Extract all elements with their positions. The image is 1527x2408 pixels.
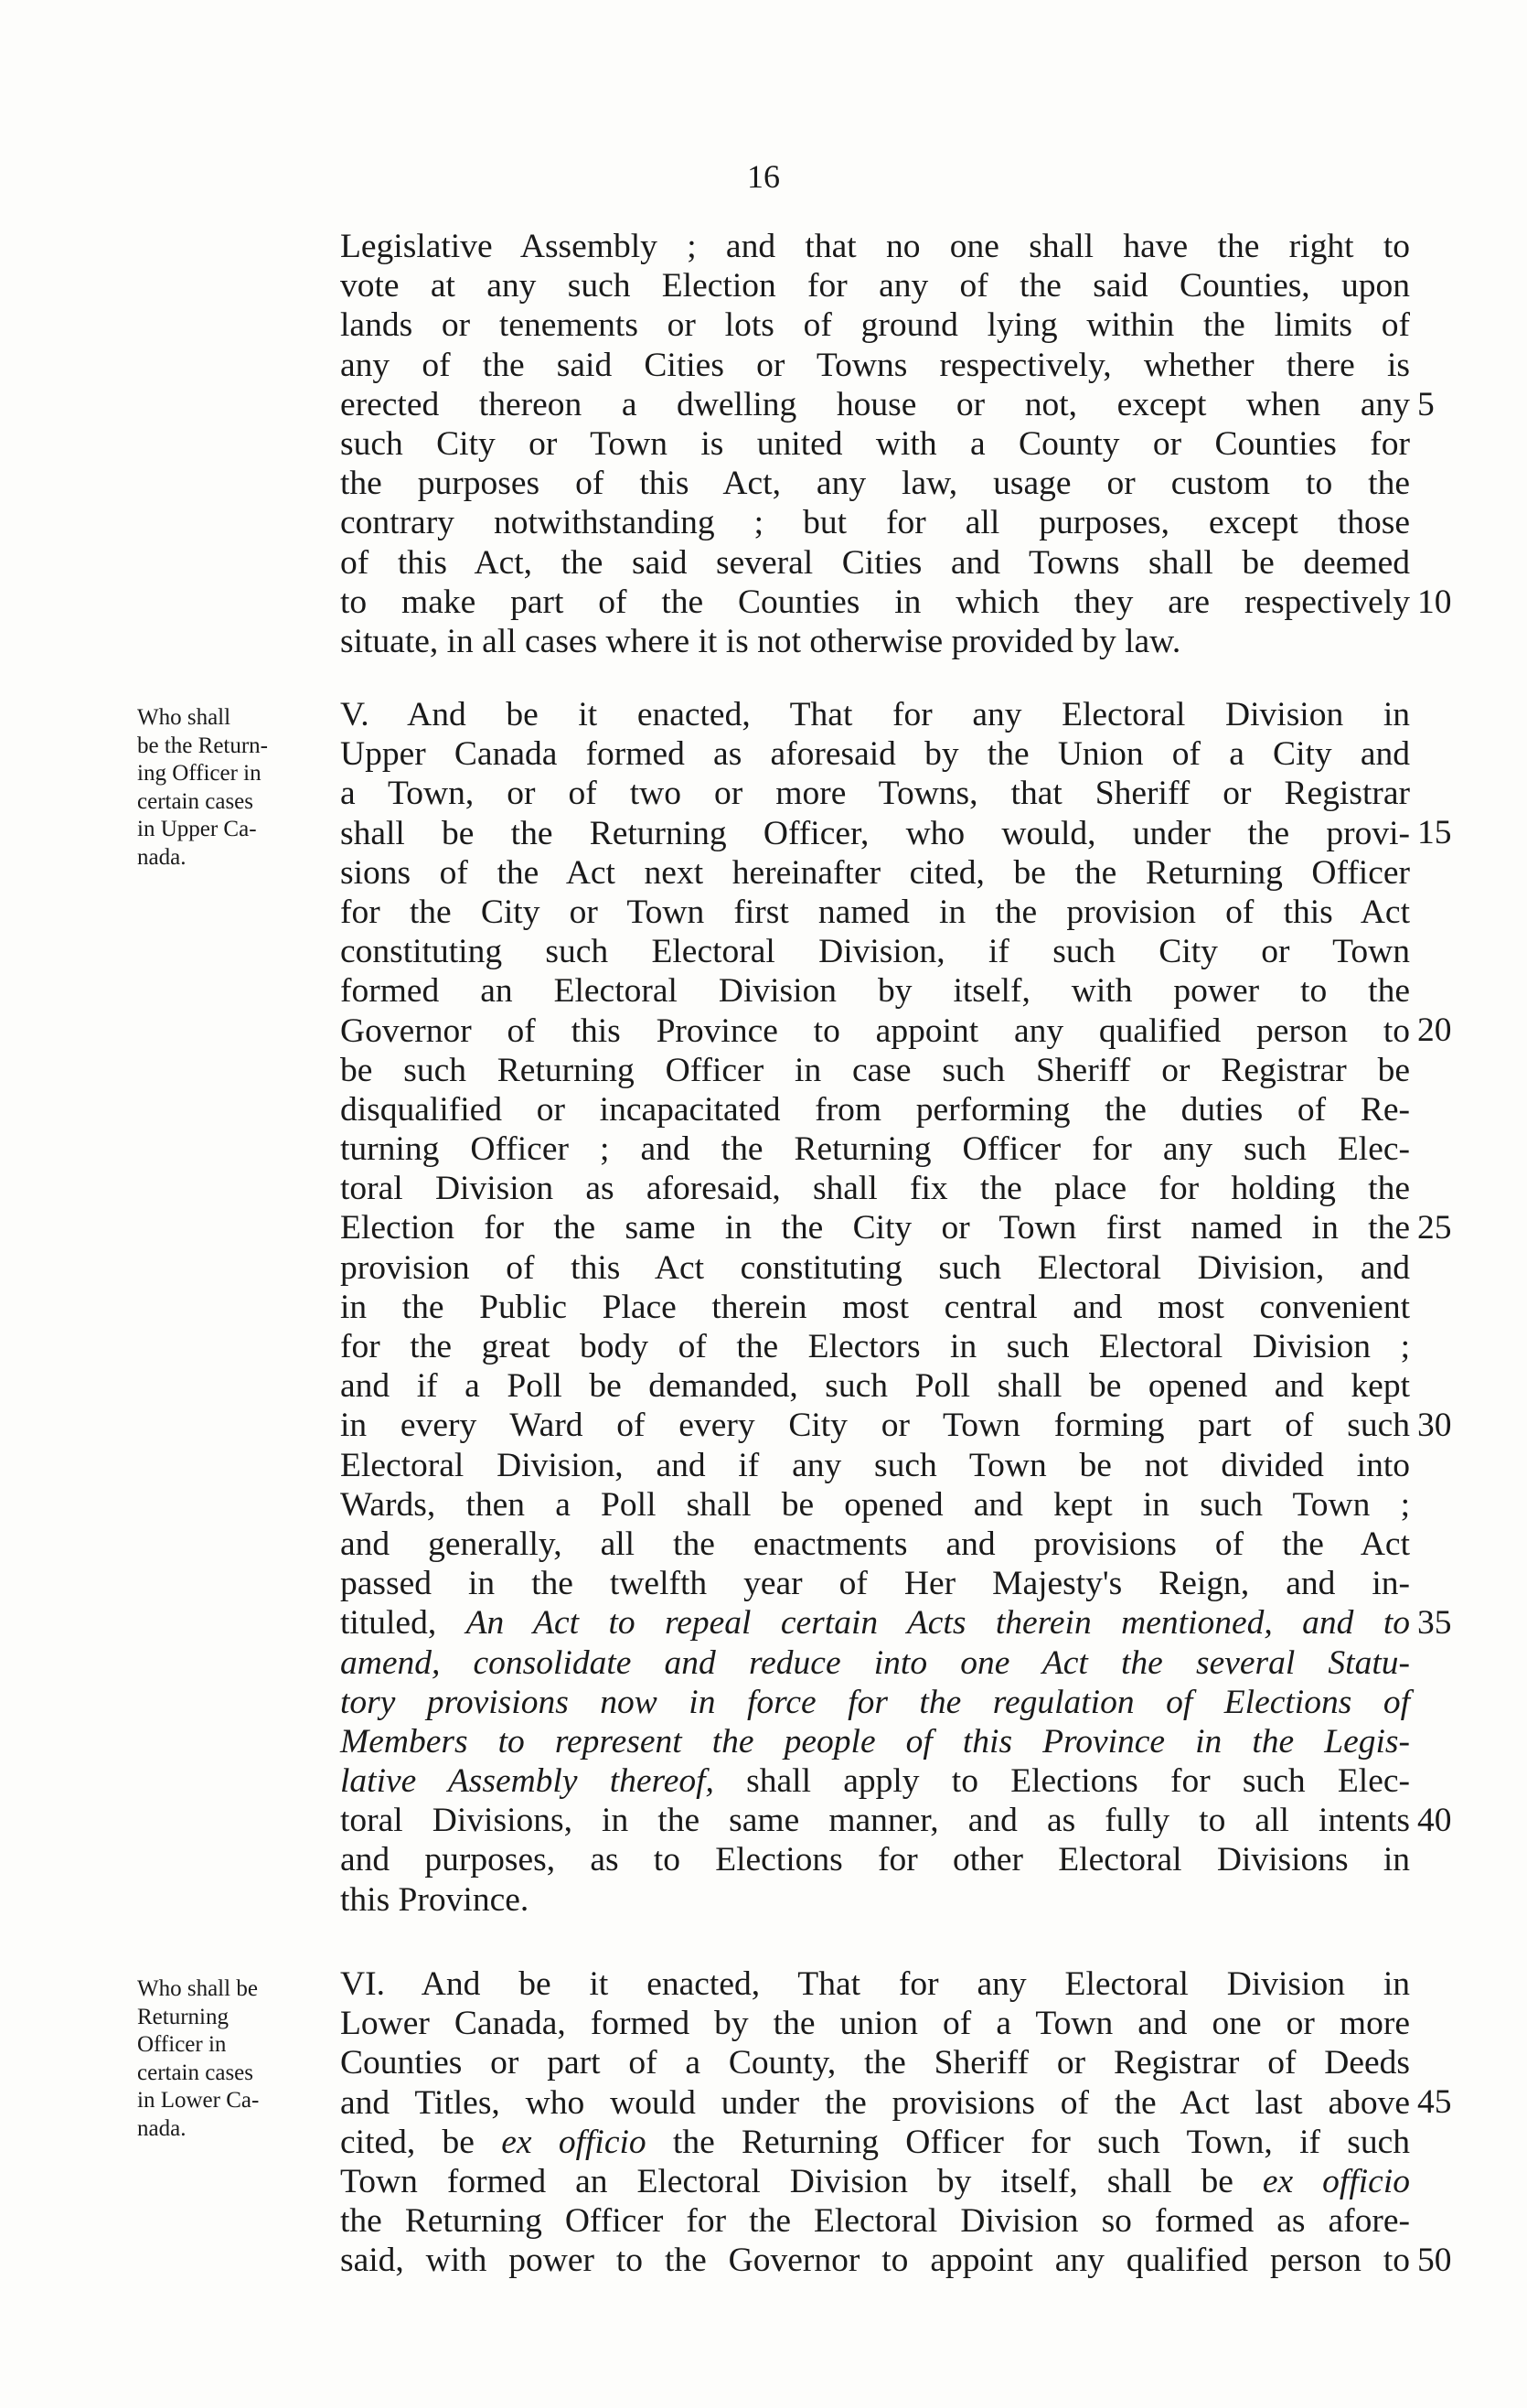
text-line: toral Divisions, in the same manner, and as fully to all intents	[340, 1802, 1410, 1840]
line-number: 30	[1417, 1407, 1452, 1444]
text-line: Lower Canada, formed by the union of a Town and one or more	[340, 2005, 1410, 2043]
paragraph-continuation	[340, 227, 1410, 661]
line-number: 20	[1417, 1011, 1452, 1049]
text-line: for the City or Town first named in the provision of this Act	[340, 893, 1410, 931]
text-line: a Town, or of two or more Towns, that Sheriff or Registrar	[340, 775, 1410, 813]
text-line: V. And be it enacted, That for any Electoral Division in	[340, 696, 1410, 733]
text-segment: tituled,	[340, 1604, 466, 1643]
section-v	[340, 695, 1410, 1920]
act-title-italic: tory provisions now in force for the regulation of Elections of	[340, 1683, 1410, 1721]
text-line: be such Returning Officer in case such Sheriff or Registrar be	[340, 1051, 1410, 1089]
margin-note-line: Who shall	[137, 705, 231, 730]
act-title-italic: amend, consolidate and reduce into one Act the several Statu-	[340, 1643, 1410, 1682]
act-title-italic: An Act to repeal certain Acts therein mentioned, and to	[465, 1604, 1410, 1643]
text-line: and purposes, as to Elections for other Electoral Divisions in	[340, 1841, 1410, 1879]
margin-note-line: Officer in	[137, 2032, 227, 2057]
text-line: such City or Town is united with a County or Counties for	[340, 424, 1410, 463]
margin-note-line: nada.	[137, 2115, 187, 2141]
text-line: and generally, all the enactments and provisions of the Act	[340, 1525, 1410, 1563]
text-segment: cited, be	[340, 2123, 502, 2161]
text-line: erected thereon a dwelling house or not, except when any	[340, 385, 1410, 423]
text-line: and Titles, who would under the provisions of the Act last above	[340, 2083, 1410, 2122]
text-line	[340, 2162, 1410, 2201]
line-number: 35	[1417, 1604, 1452, 1642]
text-line: Upper Canada formed as aforesaid by the Union of a City and	[340, 735, 1410, 774]
text-line: VI. And be it enacted, That for any Electoral Division in	[340, 1965, 1410, 2003]
text-line: lands or tenements or lots of ground lying within the limits of	[340, 306, 1410, 345]
text-segment: the Returning Officer for such Town, if such	[646, 2123, 1411, 2161]
text-line: Election for the same in the City or Town first named in the	[340, 1209, 1410, 1247]
text-line: formed an Electoral Division by itself, with power to the	[340, 972, 1410, 1011]
text-line: Governor of this Province to appoint any qualified person to	[340, 1011, 1410, 1050]
line-number: 5	[1417, 386, 1435, 423]
text-segment: shall apply to Elections for such Elec-	[713, 1762, 1411, 1801]
text-line	[340, 1603, 1410, 1643]
line-number: 40	[1417, 1802, 1452, 1839]
text-line: shall be the Returning Officer, who would, under the provi-	[340, 814, 1410, 852]
text-line: constituting such Electoral Division, if such City or Town	[340, 933, 1410, 971]
text-line: vote at any such Election for any of the said Counties, upon	[340, 267, 1410, 305]
text-line: situate, in all cases where it is not otherwise provided by law.	[340, 622, 1181, 660]
ex-officio-italic: ex officio	[501, 2123, 646, 2161]
text-line: Legislative Assembly ; and that no one shall have the right to	[340, 228, 1410, 265]
margin-note-line: in Lower Ca-	[137, 2088, 260, 2113]
page-number: 16	[747, 158, 780, 195]
text-line: sions of the Act next hereinafter cited, be the Returning Officer	[340, 853, 1410, 892]
text-line	[340, 1683, 1410, 1722]
text-line: passed in the twelfth year of Her Majesty's Reign, and in-	[340, 1565, 1410, 1603]
text-line: any of the said Cities or Towns respectively, whether there is	[340, 346, 1410, 384]
text-segment: Town formed an Electoral Division by itself, shall be	[340, 2162, 1263, 2200]
act-title-italic: lative Assembly thereof,	[340, 1762, 714, 1801]
text-line: Electoral Division, and if any such Town be not divided into	[340, 1446, 1410, 1484]
text-line	[340, 1761, 1410, 1801]
line-number: 25	[1417, 1209, 1452, 1247]
margin-note-line: certain cases	[137, 788, 254, 814]
text-line: Wards, then a Poll shall be opened and kept in such Town ;	[340, 1485, 1410, 1524]
margin-note-line: be the Return-	[137, 733, 269, 758]
text-line: to make part of the Counties in which they are respectively	[340, 583, 1410, 621]
text-line: provision of this Act constituting such Electoral Division, and	[340, 1248, 1410, 1287]
line-number: 15	[1417, 814, 1452, 851]
line-number: 10	[1417, 583, 1452, 621]
text-line: toral Division as aforesaid, shall fix the place for holding the	[340, 1170, 1410, 1208]
text-line: the Returning Officer for the Electoral Division so formed as afore-	[340, 2202, 1410, 2241]
text-line: disqualified or incapacitated from performing the duties of Re-	[340, 1090, 1410, 1129]
section-vi	[340, 1964, 1410, 2281]
text-line: this Province.	[340, 1880, 529, 1919]
text-line	[340, 2123, 1410, 2162]
line-number: 45	[1417, 2083, 1452, 2121]
line-number: 50	[1417, 2242, 1452, 2279]
text-line	[340, 1643, 1410, 1683]
margin-note-section-vi	[137, 1975, 329, 2143]
margin-note-line: certain cases	[137, 2060, 254, 2085]
ex-officio-italic: ex officio	[1262, 2162, 1410, 2200]
text-line: the purposes of this Act, any law, usage or custom to the	[340, 465, 1410, 503]
text-line	[340, 1722, 1410, 1761]
text-line: Counties or part of a County, the Sheriff or Registrar of Deeds	[340, 2044, 1410, 2082]
margin-note-line: Who shall be	[137, 1976, 258, 2001]
text-line: of this Act, the said several Cities and Towns shall be deemed	[340, 543, 1410, 582]
act-title-italic: Members to represent the people of this Province in the Legis-	[340, 1722, 1410, 1761]
text-line: and if a Poll be demanded, such Poll shall be opened and kept	[340, 1367, 1410, 1406]
margin-note-section-v	[137, 704, 329, 872]
margin-note-line: Returning	[137, 2004, 229, 2029]
margin-note-line: in Upper Ca-	[137, 817, 257, 841]
text-line: in every Ward of every City or Town forming part of such	[340, 1407, 1410, 1445]
text-line: for the great body of the Electors in such Electoral Division ;	[340, 1328, 1410, 1365]
text-line: in the Public Place therein most central and most convenient	[340, 1288, 1410, 1326]
text-line: contrary notwithstanding ; but for all purposes, except those	[340, 504, 1410, 542]
margin-note-line: ing Officer in	[137, 761, 262, 786]
margin-note-line: nada.	[137, 844, 187, 870]
text-line: said, with power to the Governor to appoint any qualified person to	[340, 2242, 1410, 2280]
text-line: turning Officer ; and the Returning Officer for any such Elec-	[340, 1130, 1410, 1169]
